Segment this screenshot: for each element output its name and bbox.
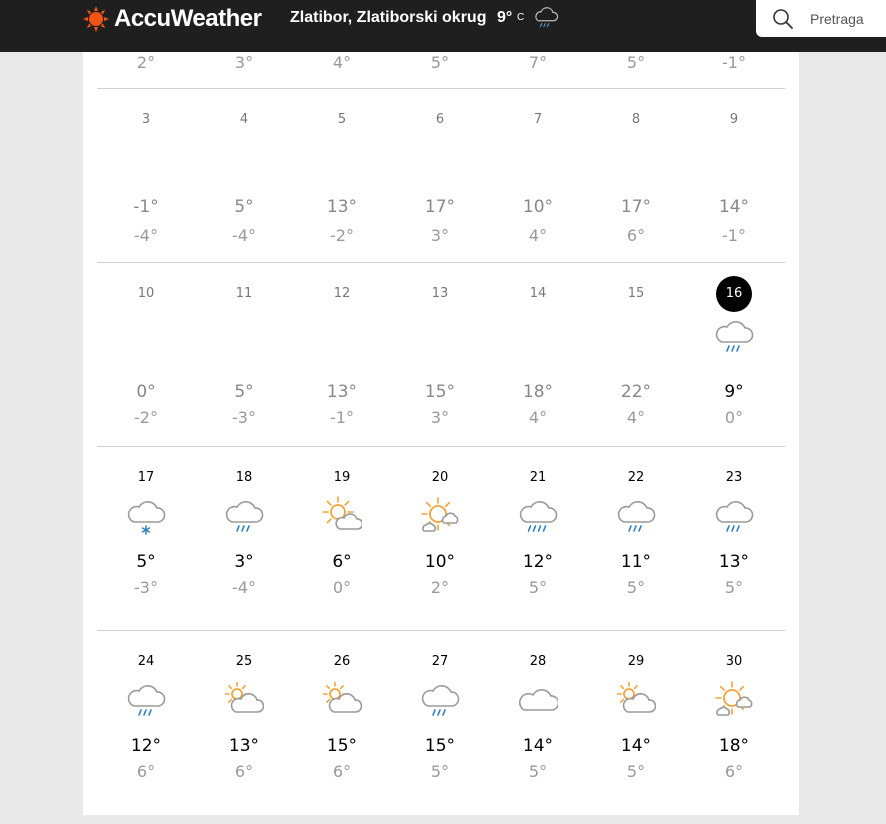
high-temperature: 14°: [522, 736, 554, 756]
low-temperature: 5°: [430, 53, 450, 72]
mostly-sunny-icon: [420, 496, 460, 536]
low-temperature: 5°: [626, 53, 646, 72]
low-temperature: 5°: [724, 578, 744, 597]
calendar-day-cell[interactable]: [391, 446, 489, 630]
low-temperature: 7°: [528, 53, 548, 72]
low-temperature: 6°: [234, 762, 254, 781]
day-number: 13: [431, 286, 449, 301]
low-temperature: -4°: [232, 226, 256, 245]
low-temperature: -4°: [232, 578, 256, 597]
calendar-day-cell[interactable]: [195, 630, 293, 815]
calendar-day-cell[interactable]: [685, 52, 783, 88]
high-temperature: 15°: [424, 382, 456, 402]
day-number: 23: [725, 470, 743, 485]
high-temperature: 15°: [424, 736, 456, 756]
rain-cloud-icon: [714, 316, 754, 356]
high-temperature: 3°: [234, 552, 254, 572]
high-temperature: 18°: [522, 382, 554, 402]
calendar-day-cell[interactable]: [97, 446, 195, 630]
low-temperature: 3°: [430, 226, 450, 245]
day-number: 30: [725, 654, 743, 669]
rain-cloud-icon: [532, 4, 560, 32]
calendar-day-cell[interactable]: [391, 630, 489, 815]
calendar-day-cell[interactable]: [489, 52, 587, 88]
low-temperature: 5°: [430, 762, 450, 781]
calendar-day-cell[interactable]: [195, 262, 293, 446]
low-temperature: 2°: [136, 53, 156, 72]
low-temperature: -4°: [134, 226, 158, 245]
high-temperature: 13°: [228, 736, 260, 756]
calendar-day-cell[interactable]: [685, 630, 783, 815]
day-number: 12: [333, 286, 351, 301]
day-number: 9: [729, 112, 739, 127]
calendar-day-cell-today[interactable]: [685, 262, 783, 446]
low-temperature: 6°: [136, 762, 156, 781]
high-temperature: 12°: [522, 552, 554, 572]
high-temperature: 17°: [620, 197, 652, 217]
rain-cloud-icon: [224, 496, 264, 536]
day-number: 8: [631, 112, 641, 127]
high-temperature: 11°: [620, 552, 652, 572]
search-icon[interactable]: [772, 8, 794, 30]
low-temperature: 4°: [528, 408, 548, 427]
calendar-day-cell[interactable]: [587, 630, 685, 815]
low-temperature: -2°: [330, 226, 354, 245]
accuweather-logo[interactable]: [83, 5, 261, 33]
high-temperature: 15°: [326, 736, 358, 756]
temperature-unit: C: [517, 12, 525, 23]
day-number: 11: [235, 286, 253, 301]
search-placeholder[interactable]: Pretraga: [810, 11, 864, 27]
low-temperature: 4°: [626, 408, 646, 427]
high-temperature: 13°: [718, 552, 750, 572]
low-temperature: -1°: [330, 408, 354, 427]
calendar-day-cell[interactable]: [489, 446, 587, 630]
low-temperature: -1°: [722, 226, 746, 245]
mostly-cloudy-icon: [616, 680, 656, 720]
rain-cloud-icon: [616, 496, 656, 536]
calendar-day-cell[interactable]: [587, 52, 685, 88]
day-number: 14: [529, 286, 547, 301]
high-temperature: 14°: [718, 197, 750, 217]
low-temperature: -2°: [134, 408, 158, 427]
heavy-rain-cloud-icon: [518, 496, 558, 536]
calendar-day-cell[interactable]: [685, 446, 783, 630]
high-temperature: 10°: [424, 552, 456, 572]
search-box[interactable]: [756, 0, 886, 37]
low-temperature: 5°: [626, 578, 646, 597]
low-temperature: 6°: [626, 226, 646, 245]
low-temperature: -1°: [722, 53, 746, 72]
brand-name: AccuWeather: [114, 5, 262, 32]
high-temperature: 18°: [718, 736, 750, 756]
calendar-day-cell[interactable]: [391, 52, 489, 88]
day-number: 24: [137, 654, 155, 669]
calendar-day-cell[interactable]: [293, 262, 391, 446]
calendar-day-cell[interactable]: [391, 262, 489, 446]
calendar-day-cell[interactable]: [489, 630, 587, 815]
calendar-day-cell[interactable]: [391, 88, 489, 262]
high-temperature: 5°: [234, 382, 254, 402]
day-number: 29: [627, 654, 645, 669]
current-temperature: 9°: [497, 9, 513, 26]
day-number: 27: [431, 654, 449, 669]
calendar-day-cell[interactable]: [293, 630, 391, 815]
today-badge: 16: [716, 276, 752, 312]
calendar-day-cell[interactable]: [97, 52, 195, 88]
rain-cloud-icon: [126, 680, 166, 720]
monthly-calendar: [83, 52, 799, 815]
day-number: 7: [533, 112, 543, 127]
low-temperature: -3°: [232, 408, 256, 427]
low-temperature: 6°: [332, 762, 352, 781]
calendar-day-cell[interactable]: [195, 52, 293, 88]
high-temperature: 22°: [620, 382, 652, 402]
day-number: 26: [333, 654, 351, 669]
calendar-day-cell[interactable]: [293, 52, 391, 88]
location-name[interactable]: Zlatibor, Zlatiborski okrug: [290, 9, 487, 26]
day-number: 25: [235, 654, 253, 669]
calendar-day-cell[interactable]: [97, 88, 195, 262]
low-temperature: 4°: [528, 226, 548, 245]
mostly-cloudy-icon: [224, 680, 264, 720]
calendar-day-cell[interactable]: [195, 446, 293, 630]
low-temperature: -3°: [134, 578, 158, 597]
high-temperature: 5°: [136, 552, 156, 572]
mostly-sunny-icon: [714, 680, 754, 720]
high-temperature: 14°: [620, 736, 652, 756]
sun-logo-icon: [83, 6, 109, 32]
low-temperature: 3°: [430, 408, 450, 427]
high-temperature: 12°: [130, 736, 162, 756]
high-temperature: 6°: [332, 552, 352, 572]
calendar-day-cell[interactable]: [97, 262, 195, 446]
day-number: 18: [235, 470, 253, 485]
low-temperature: 5°: [528, 578, 548, 597]
low-temperature: 4°: [332, 53, 352, 72]
low-temperature: 5°: [528, 762, 548, 781]
calendar-day-cell[interactable]: [293, 88, 391, 262]
snow-cloud-icon: [126, 496, 166, 536]
low-temperature: 0°: [724, 408, 744, 427]
high-temperature: 13°: [326, 382, 358, 402]
day-number: 17: [137, 470, 155, 485]
day-number: 19: [333, 470, 351, 485]
day-number: 21: [529, 470, 547, 485]
cloudy-icon: [518, 680, 558, 720]
calendar-day-cell[interactable]: [587, 262, 685, 446]
day-number: 22: [627, 470, 645, 485]
calendar-day-cell[interactable]: [587, 446, 685, 630]
calendar-day-cell[interactable]: [685, 88, 783, 262]
day-number: 5: [337, 112, 347, 127]
calendar-day-cell[interactable]: [489, 88, 587, 262]
calendar-day-cell[interactable]: [293, 446, 391, 630]
high-temperature: 5°: [234, 197, 254, 217]
rain-cloud-icon: [714, 496, 754, 536]
partly-sunny-icon: [322, 496, 362, 536]
mostly-cloudy-icon: [322, 680, 362, 720]
day-number: 3: [141, 112, 151, 127]
rain-cloud-icon: [420, 680, 460, 720]
high-temperature: 9°: [724, 382, 744, 402]
high-temperature: 10°: [522, 197, 554, 217]
calendar-day-cell[interactable]: [489, 262, 587, 446]
day-number: 28: [529, 654, 547, 669]
high-temperature: 17°: [424, 197, 456, 217]
calendar-day-cell[interactable]: [97, 630, 195, 815]
low-temperature: 0°: [332, 578, 352, 597]
low-temperature: 2°: [430, 578, 450, 597]
calendar-day-cell[interactable]: [195, 88, 293, 262]
calendar-day-cell[interactable]: [587, 88, 685, 262]
high-temperature: 0°: [136, 382, 156, 402]
day-number: 10: [137, 286, 155, 301]
day-number: 4: [239, 112, 249, 127]
day-number: 20: [431, 470, 449, 485]
low-temperature: 5°: [626, 762, 646, 781]
low-temperature: 6°: [724, 762, 744, 781]
day-number: 15: [627, 286, 645, 301]
top-bar: [0, 0, 886, 52]
day-number: 6: [435, 112, 445, 127]
high-temperature: 13°: [326, 197, 358, 217]
high-temperature: -1°: [133, 197, 159, 217]
low-temperature: 3°: [234, 53, 254, 72]
